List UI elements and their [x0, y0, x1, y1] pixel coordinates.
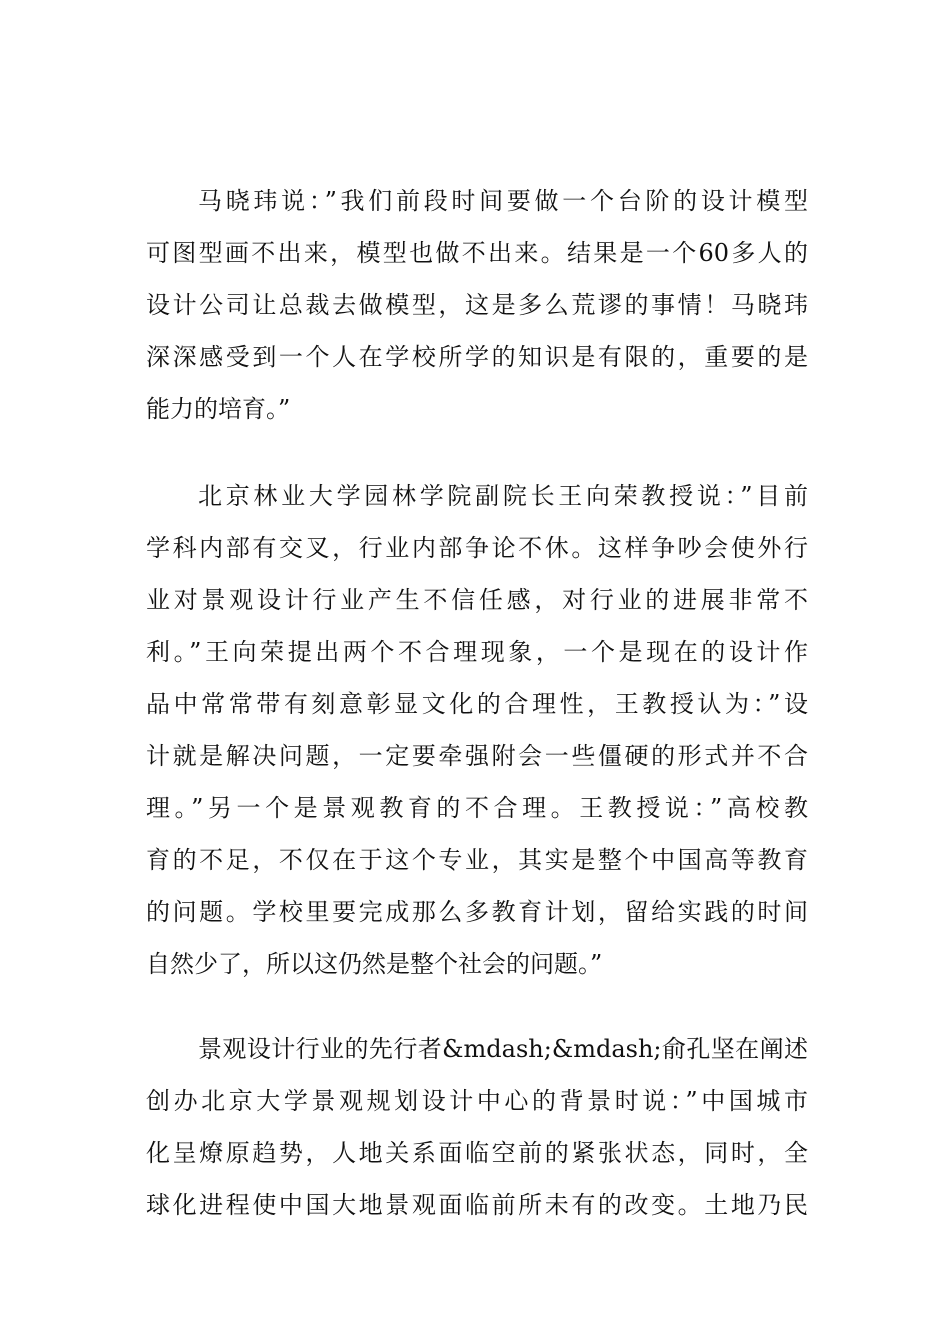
text-line: 的问题。学校里要完成那么多教育计划，留给实践的时间: [146, 898, 808, 926]
text-line: 创办北京大学景观规划设计中心的背景时说：”中国城市: [146, 1087, 808, 1115]
text-line: 能力的培育。”: [146, 395, 291, 423]
paragraph-ma-xiaowei: [146, 175, 808, 435]
text-line: 理。”另一个是景观教育的不合理。王教授说：”高校教: [146, 794, 808, 822]
text-line: 计就是解决问题，一定要牵强附会一些僵硬的形式并不合: [146, 742, 808, 770]
text-line: 育的不足，不仅在于这个专业，其实是整个中国高等教育: [146, 846, 808, 874]
text-line: 设计公司让总裁去做模型，这是多么荒谬的事情！马晓玮: [146, 291, 808, 319]
text-line: 景观设计行业的先行者&mdash;&mdash;俞孔坚在阐述: [198, 1035, 808, 1063]
text-line: 球化进程使中国大地景观面临前所未有的改变。土地乃民: [146, 1191, 808, 1219]
text-line: 可图型画不出来，模型也做不出来。结果是一个60多人的: [146, 239, 808, 267]
text-line: 北京林业大学园林学院副院长王向荣教授说：”目前: [198, 482, 808, 510]
text-line: 化呈燎原趋势，人地关系面临空前的紧张状态，同时，全: [146, 1139, 808, 1167]
text-line: 自然少了，所以这仍然是整个社会的问题。”: [146, 950, 603, 978]
text-line: 利。”王向荣提出两个不合理现象，一个是现在的设计作: [146, 638, 808, 666]
text-line: 学科内部有交叉，行业内部争论不休。这样争吵会使外行: [146, 534, 808, 562]
text-line: 深深感受到一个人在学校所学的知识是有限的，重要的是: [146, 343, 808, 371]
text-line: 品中常常带有刻意彰显文化的合理性，王教授认为：”设: [146, 690, 808, 718]
paragraph-yu-kongjian: [146, 1023, 808, 1231]
text-line: 马晓玮说：”我们前段时间要做一个台阶的设计模型: [198, 187, 808, 215]
text-line: 业对景观设计行业产生不信任感，对行业的进展非常不: [146, 586, 808, 614]
paragraph-wang-xiangrong: [146, 470, 808, 990]
